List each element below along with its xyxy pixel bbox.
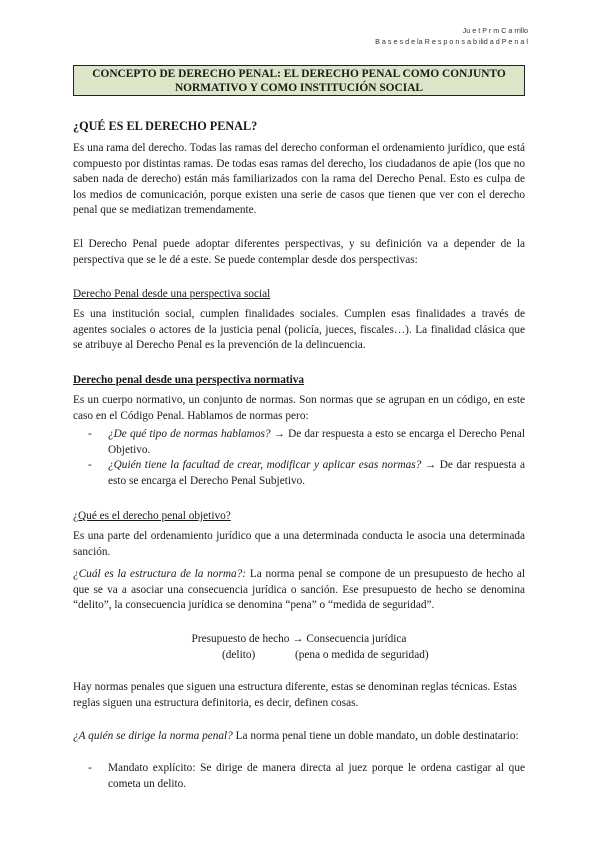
paragraph-perspectives: El Derecho Penal puede adoptar diferentes perspectivas, y su definición va a depender de la perspectiva que se le dé a este. Se puede contemplar desde dos perspectivas:: [73, 238, 525, 266]
paragraph-reglas: Hay normas penales que siguen una estructura diferente, estas se denominan reglas técnicas. Estas reglas siguen una estructura definitoria, es decir, definen cosas.: [73, 681, 517, 709]
formula-left: (delito): [222, 649, 256, 661]
list-item-question: ¿Quién tiene la facultad de crear, modificar y aplicar esas normas?: [108, 459, 422, 472]
formula-line: Presupuesto de hecho → Consecuencia jurídica: [191, 633, 407, 645]
list-item: - ¿Quién tiene la facultad de crear, modificar y aplicar esas normas? → De dar respuesta a esto se encarga el Derecho Penal Subjetivo.: [88, 459, 526, 487]
section-heading: ¿QUÉ ES EL DERECHO PENAL?: [73, 119, 258, 133]
estructura-answer: La norma penal se compone de un presupuesto de hecho al que se va a asociar una consecuencia jurídica o sanción. Ese presupuesto de hecho se denomina “delito”, la consecuencia jurídica se denomina “pena” o “medida de seguridad”.: [73, 568, 526, 612]
list-item: - ¿De qué tipo de normas hablamos? → De dar respuesta a esto se encarga el Derecho Penal Objetivo.: [88, 428, 525, 456]
dirige-answer: La norma penal tiene un doble mandato, un doble destinatario:: [232, 730, 519, 742]
title-line-1: CONCEPTO DE DERECHO PENAL: EL DERECHO PENAL COMO CONJUNTO: [92, 68, 506, 80]
dirige-question: ¿A quién se dirige la norma penal?: [73, 730, 233, 742]
mandato-list: [88, 761, 525, 792]
list-item-answer: → De dar respuesta a esto se encarga el Derecho Penal Subjetivo.: [108, 459, 526, 487]
subheading-social: Derecho Penal desde una perspectiva social: [73, 288, 271, 300]
list-item: - Mandato explícito: Se dirige de manera directa al juez porque le ordena castigar al que cometa un delito.: [88, 762, 525, 790]
page-header: [375, 26, 528, 47]
formula-right: (pena o medida de seguridad): [295, 649, 429, 661]
paragraph-intro: Es una rama del derecho. Todas las ramas del derecho conforman el ordenamiento jurídico, que está compuesto por distintas ramas. De todas esas ramas del derecho, los ciudadanos de apie (los que no saben nada de derecho) están más familiarizados con la rama del Derecho Penal. Esto es culpa de los medios de comunicación, porque existen una serie de casos que tienen que ver con el derecho penal que se mediatizan tremendamente.: [73, 142, 525, 217]
list-item-question: ¿De qué tipo de normas hablamos?: [108, 428, 271, 440]
estructura-question: ¿Cuál es la estructura de la norma?:: [73, 568, 247, 580]
normativa-list: [88, 427, 525, 489]
title-box: [73, 65, 525, 96]
paragraph-dirige: [73, 729, 525, 745]
paragraph-social: Es una institución social, cumplen finalidades sociales. Cumplen esas finalidades a través de agentes sociales o actores de la justicia penal (policía, jueces, fiscales…). La finalidad clásica que se atribuye al Derecho Penal es la prevención de la delincuencia.: [73, 308, 525, 352]
header-author: Ju e t P r m C a rrillo: [462, 26, 528, 35]
list-item-answer: → De dar respuesta a esto se encarga el Derecho Penal Objetivo.: [108, 428, 525, 456]
subheading-normativa: Derecho penal desde una perspectiva normativa: [73, 374, 305, 386]
subheading-objetivo: ¿Qué es el derecho penal objetivo?: [73, 510, 231, 522]
title-line-2: NORMATIVO Y COMO INSTITUCIÓN SOCIAL: [174, 81, 424, 94]
paragraph-normativa: Es un cuerpo normativo, un conjunto de normas. Son normas que se agrupan en un código, en este caso en el Código Penal. Hablamos de normas pero:: [73, 394, 525, 422]
paragraph-objetivo: Es una parte del ordenamiento jurídico que a una determinada conducta le asocia una determinada sanción.: [73, 530, 525, 558]
mandato-item: Mandato explícito: Se dirige de manera directa al juez porque le ordena castigar al que cometa un delito.: [108, 762, 525, 790]
header-subject: B a s e s d e la R e s p o n s a b ilid a d P e n a l: [375, 36, 528, 46]
paragraph-estructura: [73, 567, 525, 614]
